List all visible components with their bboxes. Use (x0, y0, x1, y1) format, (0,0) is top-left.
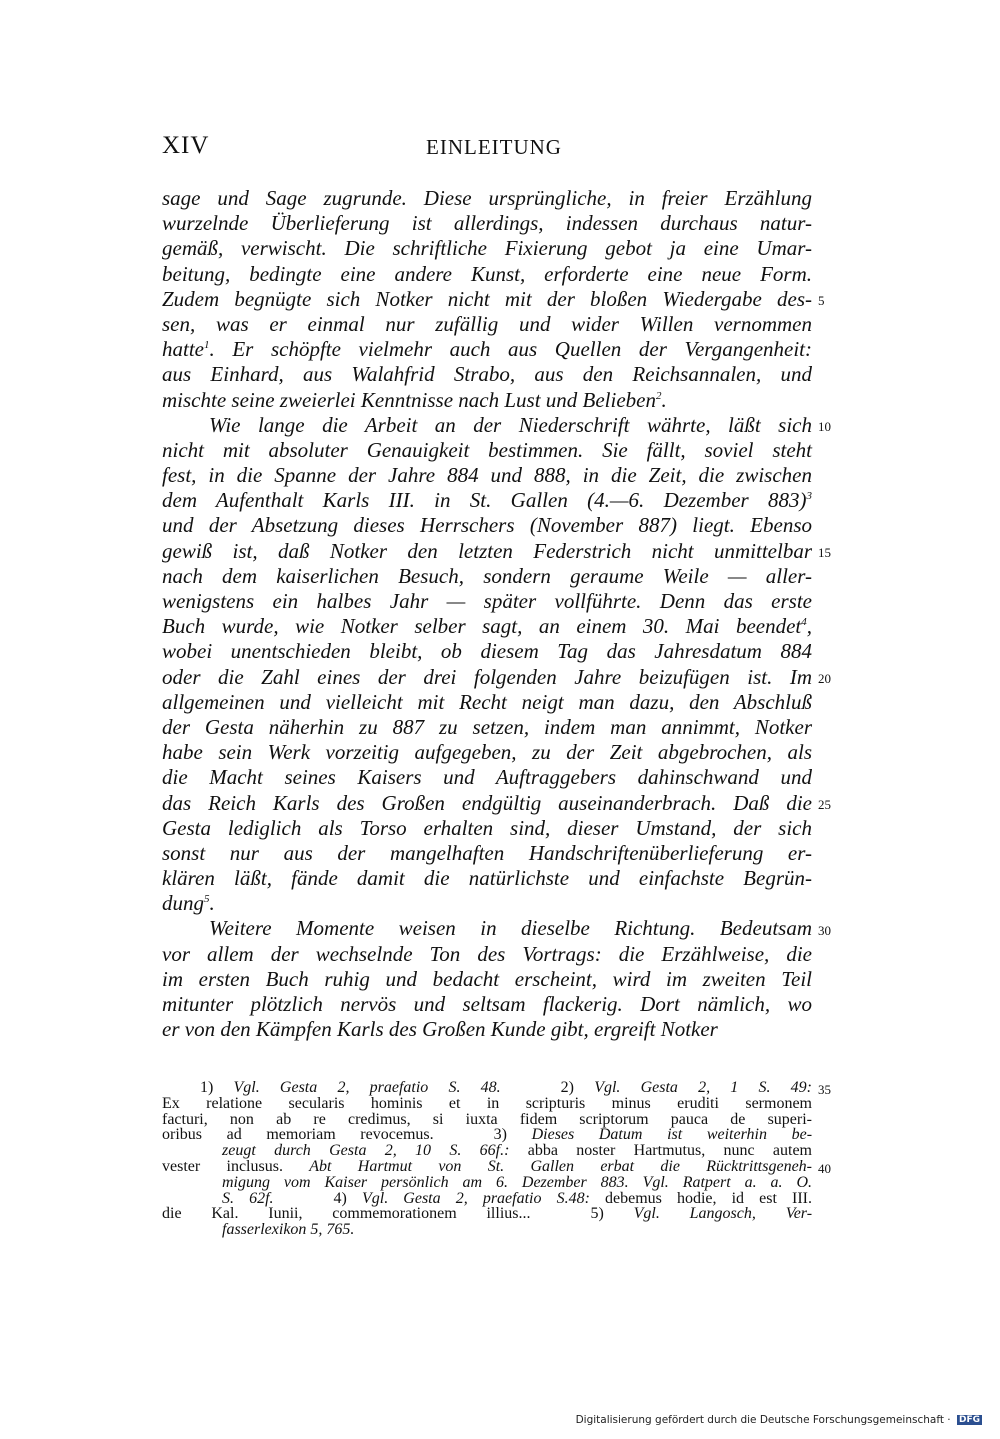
body-line: Weitere Momente weisen in dieselbe Richtung. Bedeutsam (209, 916, 812, 941)
footnote-text: 5) (590, 1205, 634, 1223)
line-number: 40 (818, 1161, 831, 1176)
footnote-citation: fasserlexikon 5, 765. (222, 1221, 355, 1239)
footnote-text: 3) (493, 1126, 532, 1144)
footnote-text: Ex relatione secularis hominis et in scripturis minus eruditi sermonem (162, 1094, 812, 1112)
page-number: XIV (162, 132, 210, 159)
body-line: gewiß ist, daß Notker den letzten Federstrich nicht unmittelbar (162, 538, 812, 563)
footnote-text: 1) (200, 1079, 234, 1096)
footnote-citation: migung vom Kaiser persönlich am 6. Dezember 883. Vgl. Ratpert a. a. O. (222, 1173, 812, 1191)
digitization-credit (576, 1414, 982, 1426)
body-line: sage und Sage zugrunde. Diese ursprüngliche, in freier Erzählung (162, 186, 812, 210)
footnote-marker: 3 (806, 490, 812, 503)
footnote-line (162, 1080, 812, 1096)
line-number: 30 (818, 922, 831, 938)
footnote-text: vester inclusus. (162, 1157, 310, 1175)
body-line: der Gesta näherhin zu 887 zu setzen, indem man annimmt, Notker (162, 714, 812, 739)
line-number: 5 (818, 292, 825, 308)
body-line: hatte$^1$. Er schöpfte vielmehr auch aus Quellen der Vergangenheit: (162, 337, 812, 362)
footnote-marker: 4 (801, 616, 807, 629)
footnote-citation: Abt Hartmut von St. Gallen erbat die Rücktrittsgeneh- (309, 1157, 812, 1175)
body-line: dem Aufenthalt Karls III. in St. Gallen (4.—6. Dezember 883)$^3$ (162, 488, 812, 513)
footnote-line (162, 1175, 812, 1191)
body-line: fest, in die Spanne der Jahre 884 und 888, in die Zeit, die zwischen (162, 463, 812, 488)
footnote-line (162, 1222, 812, 1238)
body-text (162, 186, 812, 1042)
body-line: wenigstens ein halbes Jahr — später vollführte. Denn das erste (162, 589, 812, 613)
line-number: 25 (818, 796, 831, 812)
footnote-text: oribus ad memoriam revocemus. (162, 1126, 434, 1144)
body-line: sen, was er einmal nur zufällig und wider Willen vernommen (162, 311, 812, 336)
footnote-text: 2) (560, 1079, 595, 1096)
running-head: EINLEITUNG (426, 135, 562, 159)
body-line: nicht mit absoluter Genauigkeit bestimmen. Sie fällt, soviel steht (162, 437, 812, 462)
body-line: Wie lange die Arbeit an der Niederschrift währte, läßt sich (209, 412, 812, 437)
footnote-line (162, 1143, 812, 1159)
footnote-text: 4) (333, 1189, 362, 1207)
line-number: 15 (818, 544, 831, 560)
footnote-citation: S. 62f. (222, 1189, 274, 1207)
footnote-line (162, 1191, 812, 1207)
footnote-text: die Kal. Iunii, commemorationem illius... (162, 1205, 531, 1223)
footnote-line (162, 1127, 812, 1143)
footnote-citation: Vgl. Langosch, Ver- (633, 1205, 813, 1223)
body-line: vor allem der wechselnde Ton des Vortrags: die Erzählweise, die (162, 941, 812, 966)
credit-text: Digitalisierung gefördert durch die Deutsche Forschungsgemeinschaft · (575, 1414, 951, 1426)
body-line: oder die Zahl eines der drei folgenden Jahre beizufügen ist. Im (162, 664, 812, 689)
body-line: Gesta lediglich als Torso erhalten sind, dieser Umstand, der sich (162, 815, 812, 840)
body-line: allgemeinen und vielleicht mit Recht neigt man dazu, den Abschluß (162, 689, 812, 714)
footnote-citation: zeugt durch Gesta 2, 10 S. 66f.: (222, 1142, 510, 1160)
footnote-citation: Dieses Datum ist weiterhin be- (531, 1126, 813, 1144)
body-line: wurzelnde Überlieferung ist allerdings, indessen durchaus natur- (162, 211, 812, 236)
body-line: er von den Kämpfen Karls des Großen Kunde gibt, ergreift Notker (162, 1017, 718, 1042)
body-line: habe sein Werk vorzeitig aufgegeben, zu der Zeit abgebrochen, als (162, 740, 812, 765)
line-number: 10 (818, 418, 831, 434)
footnote-citation: Vgl. Gesta 2, praefatio S. 48. (233, 1079, 501, 1096)
footnote-marker: 5 (204, 893, 210, 906)
line-number: 20 (818, 670, 831, 686)
footnote-marker: 2 (656, 389, 662, 402)
body-line: mitunter plötzlich nervös und seltsam flackerig. Dort nämlich, wo (162, 992, 812, 1016)
footnote-line (162, 1112, 812, 1128)
body-line: wobei unentschieden bleibt, ob diesem Tag das Jahresdatum 884 (162, 639, 812, 664)
body-line: das Reich Karls des Großen endgültig auseinanderbrach. Daß die (162, 790, 812, 815)
footnote-text: abba noster Hartmutus, nunc autem (509, 1142, 813, 1160)
body-line: die Macht seines Kaisers und Auftraggebers dahinschwand und (162, 765, 812, 790)
footnote-text: debemus hodie, id est III. (589, 1189, 813, 1207)
footnote-line (162, 1206, 812, 1222)
body-line: mischte seine zweierlei Kenntnisse nach Lust und Belieben$^2$. (162, 387, 667, 412)
footnote-citation: Vgl. Gesta 2, praefatio S.48: (361, 1189, 590, 1207)
footnote-line (162, 1159, 812, 1175)
body-line: aus Einhard, aus Walahfrid Strabo, aus den Reichsannalen, und (162, 362, 812, 387)
footnote-citation: Vgl. Gesta 2, 1 S. 49: (594, 1079, 812, 1096)
body-line: beitung, bedingte eine andere Kunst, erforderte eine neue Form. (162, 261, 812, 286)
body-line: Zudem begnügte sich Notker nicht mit der bloßen Wiedergabe des- (162, 286, 812, 311)
dfg-logo: DFG (958, 1415, 980, 1425)
footnote-text: facturi, non ab re credimus, si iuxta fidem scriptorum pauca de superi- (162, 1110, 812, 1128)
body-line: im ersten Buch ruhig und bedacht erscheint, wird im zweiten Teil (162, 966, 812, 991)
body-line: Buch wurde, wie Notker selber sagt, an einem 30. Mai beendet$^4$, (162, 614, 812, 639)
body-line: klären läßt, fände damit die natürlichste und einfachste Begrün- (162, 866, 812, 891)
body-line: nach dem kaiserlichen Besuch, sondern geraume Weile — aller- (162, 563, 812, 588)
footnote-marker: 1 (204, 339, 210, 352)
footnotes (162, 1080, 812, 1238)
body-line: und der Absetzung dieses Herrschers (November 887) liegt. Ebenso (162, 513, 812, 538)
body-line: dung$^5$. (162, 891, 215, 916)
line-number: 35 (818, 1082, 831, 1097)
body-line: gemäß, verwischt. Die schriftliche Fixierung gebot ja eine Umar- (162, 236, 812, 261)
body-line: sonst nur aus der mangelhaften Handschriftenüberlieferung er- (162, 840, 812, 865)
footnote-line (162, 1096, 812, 1112)
